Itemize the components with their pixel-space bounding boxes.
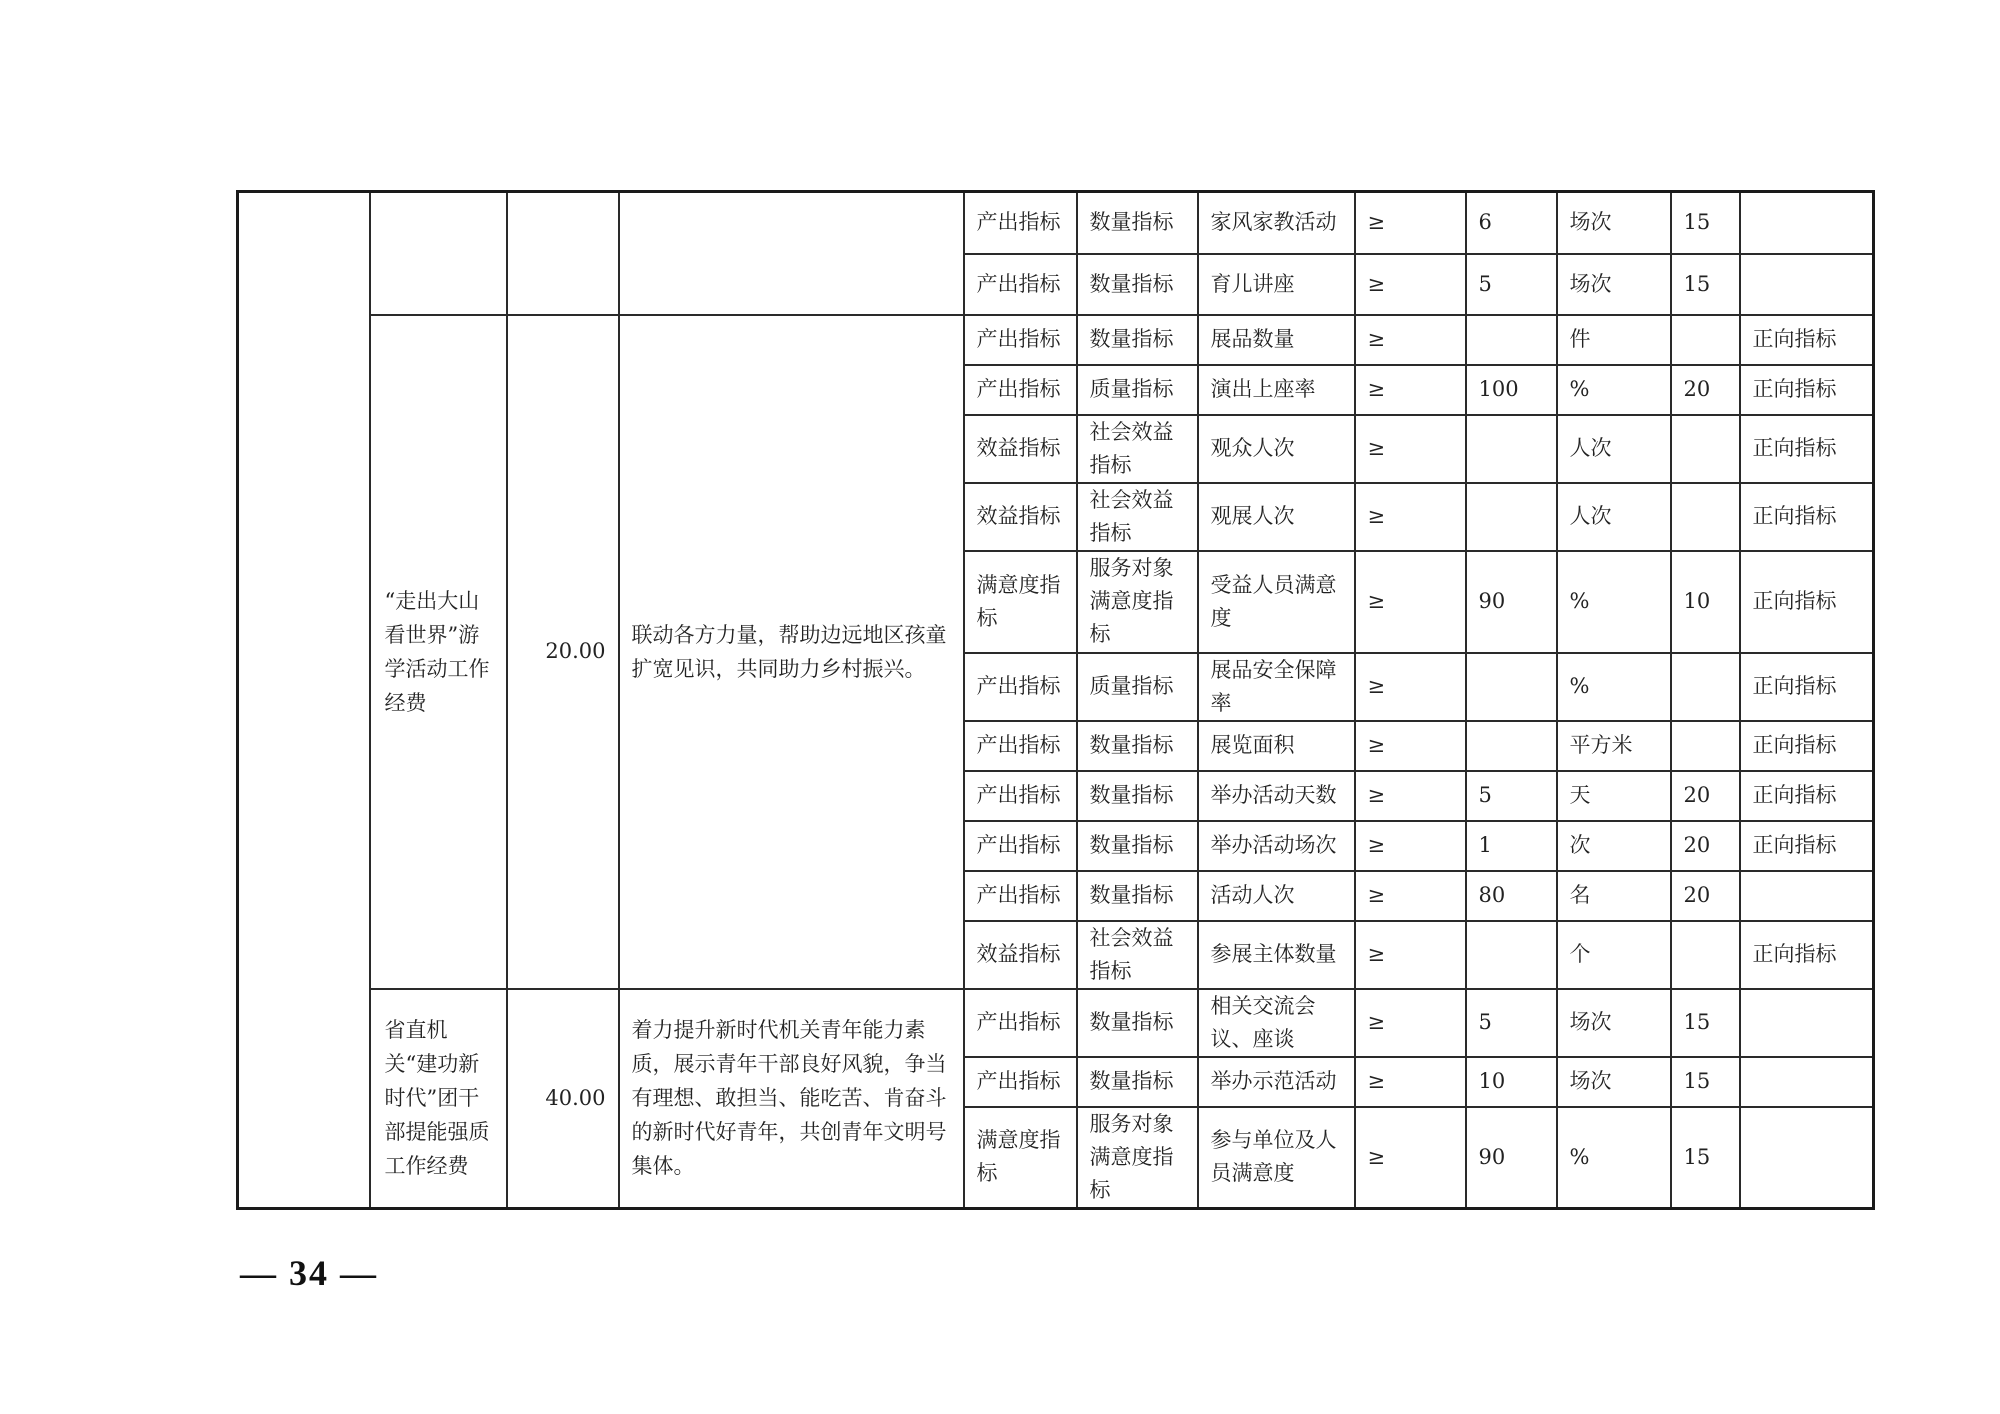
score-cell: 15 — [1671, 192, 1740, 254]
project-name-cell: 省直机关“建功新时代”团干部提能强质工作经费 — [370, 989, 507, 1209]
level1-cell: 产出指标 — [964, 653, 1077, 721]
direction-cell — [1740, 1107, 1874, 1209]
target-value-cell: 5 — [1466, 254, 1557, 315]
unit-cell: % — [1557, 653, 1671, 721]
unit-cell: 人次 — [1557, 483, 1671, 551]
table-row — [238, 315, 1874, 365]
level2-cell: 数量指标 — [1077, 1057, 1198, 1107]
level1-cell: 效益指标 — [964, 483, 1077, 551]
target-value-cell — [1466, 721, 1557, 771]
level1-cell: 产出指标 — [964, 365, 1077, 415]
target-value-cell: 5 — [1466, 989, 1557, 1057]
target-value-cell — [1466, 921, 1557, 989]
operator-cell: ≥ — [1355, 415, 1466, 483]
level1-cell: 产出指标 — [964, 721, 1077, 771]
score-cell: 20 — [1671, 821, 1740, 871]
operator-cell: ≥ — [1355, 1107, 1466, 1209]
unit-cell: 人次 — [1557, 415, 1671, 483]
level2-cell: 质量指标 — [1077, 653, 1198, 721]
level2-cell: 服务对象满意度指标 — [1077, 551, 1198, 653]
score-cell: 20 — [1671, 771, 1740, 821]
target-value-cell — [1466, 653, 1557, 721]
level2-cell: 质量指标 — [1077, 365, 1198, 415]
unit-cell: 平方米 — [1557, 721, 1671, 771]
amount-cell: 40.00 — [507, 989, 619, 1209]
direction-cell: 正向指标 — [1740, 821, 1874, 871]
level3-cell: 家风家教活动 — [1198, 192, 1355, 254]
level1-cell: 产出指标 — [964, 254, 1077, 315]
level1-cell: 效益指标 — [964, 921, 1077, 989]
operator-cell: ≥ — [1355, 653, 1466, 721]
level2-cell: 社会效益指标 — [1077, 483, 1198, 551]
goal-description-cell: 着力提升新时代机关青年能力素质，展示青年干部良好风貌，争当有理想、敢担当、能吃苦、肯奋斗的新时代好青年，共创青年文明号集体。 — [619, 989, 964, 1209]
level2-cell: 数量指标 — [1077, 315, 1198, 365]
direction-cell — [1740, 871, 1874, 921]
unit-cell: % — [1557, 365, 1671, 415]
amount-cell: 20.00 — [507, 315, 619, 989]
score-cell: 20 — [1671, 365, 1740, 415]
operator-cell: ≥ — [1355, 254, 1466, 315]
score-cell — [1671, 315, 1740, 365]
direction-cell — [1740, 1057, 1874, 1107]
unit-cell: 个 — [1557, 921, 1671, 989]
score-cell: 15 — [1671, 989, 1740, 1057]
unit-cell: 名 — [1557, 871, 1671, 921]
goal-description-cell: 联动各方力量，帮助边远地区孩童扩宽见识，共同助力乡村振兴。 — [619, 315, 964, 989]
level1-cell: 满意度指标 — [964, 1107, 1077, 1209]
target-value-cell — [1466, 315, 1557, 365]
operator-cell: ≥ — [1355, 551, 1466, 653]
operator-cell: ≥ — [1355, 192, 1466, 254]
level1-cell: 产出指标 — [964, 989, 1077, 1057]
level3-cell: 演出上座率 — [1198, 365, 1355, 415]
indicator-table — [236, 190, 1875, 1210]
level3-cell: 举办示范活动 — [1198, 1057, 1355, 1107]
level3-cell: 举办活动场次 — [1198, 821, 1355, 871]
project-name-cell: “走出大山看世界”游学活动工作经费 — [370, 315, 507, 989]
direction-cell: 正向指标 — [1740, 365, 1874, 415]
table-row — [238, 192, 1874, 254]
level1-cell: 产出指标 — [964, 315, 1077, 365]
operator-cell: ≥ — [1355, 821, 1466, 871]
project-name-cell — [370, 192, 507, 315]
unit-cell: 天 — [1557, 771, 1671, 821]
level3-cell: 受益人员满意度 — [1198, 551, 1355, 653]
direction-cell: 正向指标 — [1740, 315, 1874, 365]
table-row — [238, 989, 1874, 1057]
level1-cell: 效益指标 — [964, 415, 1077, 483]
level1-cell: 产出指标 — [964, 821, 1077, 871]
unit-cell: 场次 — [1557, 989, 1671, 1057]
level2-cell: 服务对象满意度指标 — [1077, 1107, 1198, 1209]
level2-cell: 数量指标 — [1077, 821, 1198, 871]
target-value-cell: 90 — [1466, 1107, 1557, 1209]
level2-cell: 数量指标 — [1077, 721, 1198, 771]
level3-cell: 举办活动天数 — [1198, 771, 1355, 821]
level1-cell: 产出指标 — [964, 192, 1077, 254]
operator-cell: ≥ — [1355, 771, 1466, 821]
level3-cell: 展品安全保障率 — [1198, 653, 1355, 721]
direction-cell: 正向指标 — [1740, 921, 1874, 989]
level3-cell: 参展主体数量 — [1198, 921, 1355, 989]
level2-cell: 数量指标 — [1077, 192, 1198, 254]
direction-cell — [1740, 192, 1874, 254]
direction-cell: 正向指标 — [1740, 483, 1874, 551]
level3-cell: 相关交流会议、座谈 — [1198, 989, 1355, 1057]
level1-cell: 产出指标 — [964, 871, 1077, 921]
department-cell — [238, 192, 370, 1209]
unit-cell: 场次 — [1557, 1057, 1671, 1107]
level3-cell: 育儿讲座 — [1198, 254, 1355, 315]
score-cell — [1671, 721, 1740, 771]
operator-cell: ≥ — [1355, 365, 1466, 415]
level3-cell: 观众人次 — [1198, 415, 1355, 483]
score-cell: 10 — [1671, 551, 1740, 653]
target-value-cell — [1466, 483, 1557, 551]
operator-cell: ≥ — [1355, 315, 1466, 365]
level2-cell: 数量指标 — [1077, 871, 1198, 921]
score-cell — [1671, 415, 1740, 483]
direction-cell — [1740, 989, 1874, 1057]
score-cell: 15 — [1671, 1057, 1740, 1107]
direction-cell: 正向指标 — [1740, 771, 1874, 821]
score-cell — [1671, 483, 1740, 551]
level2-cell: 数量指标 — [1077, 771, 1198, 821]
score-cell: 20 — [1671, 871, 1740, 921]
level1-cell: 满意度指标 — [964, 551, 1077, 653]
score-cell — [1671, 653, 1740, 721]
direction-cell: 正向指标 — [1740, 415, 1874, 483]
direction-cell: 正向指标 — [1740, 551, 1874, 653]
direction-cell — [1740, 254, 1874, 315]
unit-cell: 次 — [1557, 821, 1671, 871]
target-value-cell: 100 — [1466, 365, 1557, 415]
direction-cell: 正向指标 — [1740, 721, 1874, 771]
operator-cell: ≥ — [1355, 871, 1466, 921]
page-number: — 34 — — [240, 1253, 378, 1293]
score-cell — [1671, 921, 1740, 989]
unit-cell: 场次 — [1557, 254, 1671, 315]
score-cell: 15 — [1671, 254, 1740, 315]
target-value-cell: 90 — [1466, 551, 1557, 653]
level2-cell: 社会效益指标 — [1077, 921, 1198, 989]
target-value-cell: 5 — [1466, 771, 1557, 821]
goal-description-cell — [619, 192, 964, 315]
level3-cell: 参与单位及人员满意度 — [1198, 1107, 1355, 1209]
level3-cell: 观展人次 — [1198, 483, 1355, 551]
unit-cell: % — [1557, 551, 1671, 653]
target-value-cell: 1 — [1466, 821, 1557, 871]
unit-cell: 场次 — [1557, 192, 1671, 254]
operator-cell: ≥ — [1355, 483, 1466, 551]
target-value-cell: 10 — [1466, 1057, 1557, 1107]
level1-cell: 产出指标 — [964, 771, 1077, 821]
unit-cell: % — [1557, 1107, 1671, 1209]
level2-cell: 数量指标 — [1077, 989, 1198, 1057]
operator-cell: ≥ — [1355, 989, 1466, 1057]
target-value-cell: 80 — [1466, 871, 1557, 921]
score-cell: 15 — [1671, 1107, 1740, 1209]
operator-cell: ≥ — [1355, 921, 1466, 989]
target-value-cell — [1466, 415, 1557, 483]
unit-cell: 件 — [1557, 315, 1671, 365]
level2-cell: 社会效益指标 — [1077, 415, 1198, 483]
level3-cell: 活动人次 — [1198, 871, 1355, 921]
level3-cell: 展览面积 — [1198, 721, 1355, 771]
level2-cell: 数量指标 — [1077, 254, 1198, 315]
level3-cell: 展品数量 — [1198, 315, 1355, 365]
direction-cell: 正向指标 — [1740, 653, 1874, 721]
target-value-cell: 6 — [1466, 192, 1557, 254]
level1-cell: 产出指标 — [964, 1057, 1077, 1107]
operator-cell: ≥ — [1355, 1057, 1466, 1107]
operator-cell: ≥ — [1355, 721, 1466, 771]
amount-cell — [507, 192, 619, 315]
